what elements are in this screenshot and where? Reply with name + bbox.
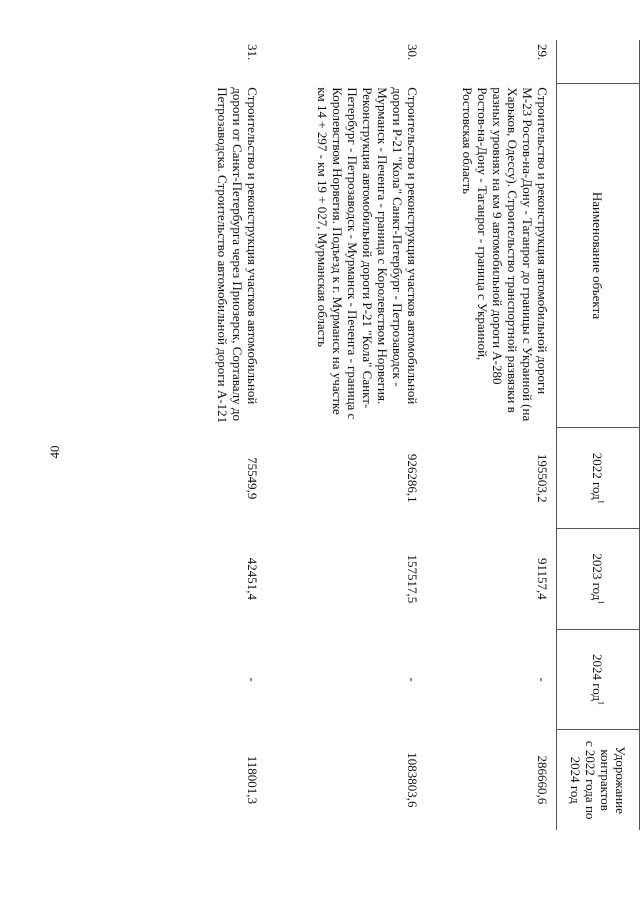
row-cost: 1083803,6 xyxy=(405,752,421,808)
row-2024: - xyxy=(245,677,261,682)
page-number: 40 xyxy=(47,445,62,459)
row-name: Строительство и реконструкция участков автомобильной дороги от Санкт-Петербурга через Приозерск, Сортавалу до Петрозаводска. Строительство автомобильной дороги А-121 xyxy=(215,87,261,424)
row-name: Строительство и реконструкция автомобильной дороги М-23 Ростов-на-Дону - Таганрог до границы с Украиной (на Харьков, Одессу). Строительство транспортной развязки в разных уровнях на км 9 автомобильной дороги А-280 Ростов-на-Дону - Таганрог - граница с Украиной, Ростовская область xyxy=(460,87,550,422)
table-row xyxy=(427,40,557,830)
row-number: 29. xyxy=(535,44,550,61)
table-row xyxy=(177,40,267,830)
header-number xyxy=(557,40,640,83)
row-cost: 286660,6 xyxy=(535,755,550,805)
row-2022: 195503,2 xyxy=(535,453,550,503)
header-name: Наименование объекта xyxy=(557,83,640,428)
header-2024: 2024 год$^1$ xyxy=(557,629,640,730)
row-2023: 42451,4 xyxy=(245,557,261,600)
row-cost: 118001,3 xyxy=(245,755,261,805)
table-row xyxy=(267,40,427,830)
header-cost-increase: Удорожание контрактов с 2022 года по 2024 год xyxy=(557,730,640,830)
header-2023: 2023 год$^1$ xyxy=(557,529,640,630)
row-number: 30. xyxy=(405,44,421,61)
row-name: Строительство и реконструкция участков автомобильной дороги Р-21 "Кола" Санкт-Петербург - Петрозаводск - Мурманск - Печенга - граница с Королевством Норвегия. Реконструкция автомобильной дороги Р-21 "Кола" Санкт-Петербург - Петрозаводск - Мурманск - Печенга - граница с Королевством Норвегия. Подъезд к г. Мурманск на участке км 14 + 297 - км 19 + 027, Мурманская область xyxy=(315,87,421,420)
row-2023: 91157,4 xyxy=(535,557,550,600)
table-header-row xyxy=(557,40,640,830)
header-2022: 2022 год$^1$ xyxy=(557,428,640,529)
row-2022: 75549,9 xyxy=(245,457,261,500)
row-2023: 157517,5 xyxy=(405,554,421,604)
row-2024: - xyxy=(405,677,421,682)
objects-table-rotated xyxy=(215,40,640,830)
row-2024: - xyxy=(535,677,550,682)
objects-table xyxy=(177,40,640,830)
row-2022: 926286,1 xyxy=(405,453,421,503)
row-number: 31. xyxy=(245,44,261,61)
